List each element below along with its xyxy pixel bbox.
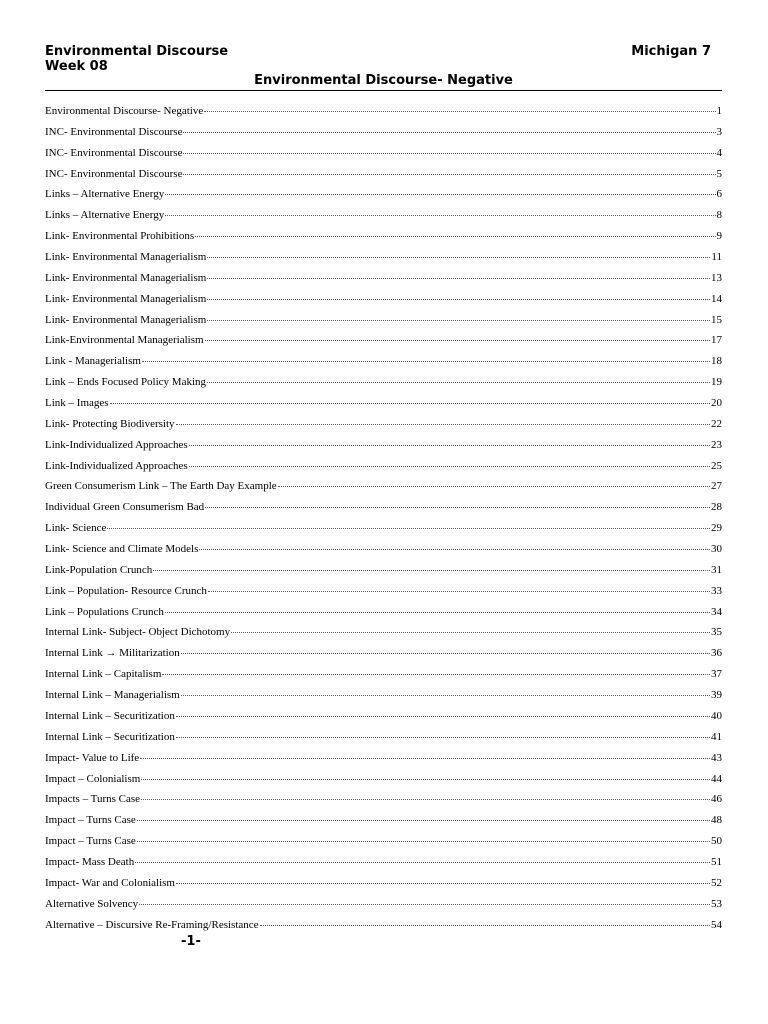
toc-entry-title: Link- Protecting Biodiversity (45, 417, 175, 430)
toc-entry-page-number: 53 (711, 897, 722, 910)
toc-entry-page-number: 44 (711, 772, 722, 785)
toc-entry-title: Impacts – Turns Case (45, 793, 141, 806)
toc-entry-title: Links – Alternative Energy (45, 209, 165, 222)
toc-entry-title: Internal Link – Securitization (45, 709, 175, 722)
toc-entry-title: Link- Science (45, 522, 107, 535)
header-week: Week 08 (45, 59, 108, 74)
toc-dot-leader (183, 152, 715, 154)
toc-entry-title: Link- Environmental Managerialism (45, 313, 207, 326)
toc-dot-leader (207, 298, 710, 300)
toc-entry[interactable] (45, 435, 722, 456)
toc-entry-title: Internal Link – Managerialism (45, 689, 180, 702)
toc-entry-title: Internal Link – Securitization (45, 730, 175, 743)
toc-entry[interactable] (45, 393, 722, 414)
toc-dot-leader (142, 360, 710, 362)
toc-entry-title: Link - Managerialism (45, 355, 141, 368)
toc-dot-leader (110, 402, 710, 404)
toc-dot-leader (195, 235, 715, 237)
toc-entry[interactable] (45, 622, 722, 643)
toc-entry[interactable] (45, 184, 722, 205)
toc-entry[interactable] (45, 789, 722, 810)
toc-entry-page-number: 50 (711, 835, 722, 848)
toc-dot-leader (207, 256, 710, 258)
toc-entry-page-number: 36 (711, 647, 722, 660)
toc-entry[interactable] (45, 372, 722, 393)
toc-dot-leader (231, 631, 710, 633)
toc-entry[interactable] (45, 560, 722, 581)
toc-entry[interactable] (45, 602, 722, 623)
toc-dot-leader (153, 569, 710, 571)
toc-entry-page-number: 25 (711, 459, 722, 472)
toc-dot-leader (181, 694, 710, 696)
toc-entry[interactable] (45, 518, 722, 539)
toc-entry-title: Internal Link- Subject- Object Dichotomy (45, 626, 231, 639)
toc-entry[interactable] (45, 769, 722, 790)
toc-dot-leader (139, 903, 710, 905)
toc-dot-leader (107, 527, 710, 529)
header-divider (45, 90, 722, 91)
toc-entry[interactable] (45, 852, 722, 873)
header-left (45, 44, 711, 74)
toc-entry-title: Link- Environmental Prohibitions (45, 230, 195, 243)
toc-entry-page-number: 43 (711, 751, 722, 764)
toc-entry-title: Link-Environmental Managerialism (45, 334, 204, 347)
toc-entry-title: Impact- Mass Death (45, 855, 135, 868)
toc-entry-page-number: 15 (711, 313, 722, 326)
toc-entry[interactable] (45, 205, 722, 226)
toc-entry-page-number: 40 (711, 709, 722, 722)
toc-entry-title: Link- Environmental Managerialism (45, 271, 207, 284)
toc-dot-leader (176, 423, 710, 425)
toc-entry-page-number: 14 (711, 292, 722, 305)
toc-entry-title: INC- Environmental Discourse (45, 167, 183, 180)
toc-entry-title: Individual Green Consumerism Bad (45, 501, 205, 514)
toc-entry[interactable] (45, 810, 722, 831)
toc-entry[interactable] (45, 664, 722, 685)
toc-entry-page-number: 4 (716, 146, 722, 159)
toc-entry-page-number: 5 (716, 167, 722, 180)
toc-dot-leader (205, 339, 710, 341)
toc-entry-page-number: 20 (711, 397, 722, 410)
toc-entry-title: Alternative Solvency (45, 897, 139, 910)
toc-dot-leader (176, 736, 710, 738)
toc-dot-leader (176, 882, 710, 884)
toc-entry-page-number: 54 (711, 918, 722, 931)
toc-entry-page-number: 39 (711, 689, 722, 702)
toc-entry[interactable] (45, 581, 722, 602)
toc-entry-title: Link – Population- Resource Crunch (45, 584, 207, 597)
toc-entry-title: Impact- Value to Life (45, 751, 140, 764)
toc-dot-leader (137, 840, 710, 842)
table-of-contents (45, 101, 722, 935)
header-team: Michigan 7 (631, 44, 711, 59)
toc-entry-page-number: 8 (716, 209, 722, 222)
toc-entry-page-number: 48 (711, 814, 722, 827)
toc-entry[interactable] (45, 164, 722, 185)
toc-entry[interactable] (45, 873, 722, 894)
toc-entry-title: Link – Populations Crunch (45, 605, 164, 618)
toc-dot-leader (189, 444, 710, 446)
toc-dot-leader (165, 193, 715, 195)
toc-entry[interactable] (45, 310, 722, 331)
toc-entry[interactable] (45, 101, 722, 122)
toc-entry-title: Link- Science and Climate Models (45, 543, 199, 556)
toc-entry-title: INC- Environmental Discourse (45, 125, 183, 138)
toc-dot-leader (205, 506, 710, 508)
toc-entry-page-number: 27 (711, 480, 722, 493)
toc-entry-page-number: 31 (711, 563, 722, 576)
toc-entry-page-number: 52 (711, 876, 722, 889)
toc-entry-title: Environmental Discourse- Negative (45, 105, 204, 117)
toc-dot-leader (135, 861, 710, 863)
toc-entry[interactable] (45, 497, 722, 518)
toc-dot-leader (137, 819, 710, 821)
toc-entry-page-number: 3 (716, 125, 722, 138)
footer-page-number: -1- (181, 934, 201, 949)
toc-entry[interactable] (45, 143, 722, 164)
toc-entry-page-number: 29 (711, 522, 722, 535)
toc-entry-page-number: 51 (711, 855, 722, 868)
toc-dot-leader (207, 381, 710, 383)
toc-dot-leader (278, 485, 710, 487)
toc-entry-page-number: 18 (711, 355, 722, 368)
toc-dot-leader (141, 778, 710, 780)
toc-entry-title: INC- Environmental Discourse (45, 146, 183, 159)
toc-entry-title: Link-Population Crunch (45, 563, 153, 576)
toc-entry-title: Link- Environmental Managerialism (45, 251, 207, 264)
toc-entry-title: Link-Individualized Approaches (45, 459, 188, 472)
toc-entry-title: Internal Link – Capitalism (45, 668, 162, 681)
toc-entry[interactable] (45, 915, 722, 936)
toc-dot-leader (183, 131, 715, 133)
toc-dot-leader (165, 611, 710, 613)
toc-entry[interactable] (45, 351, 722, 372)
toc-entry-page-number: 23 (711, 438, 722, 451)
toc-dot-leader (199, 548, 710, 550)
toc-dot-leader (162, 673, 710, 675)
toc-entry-page-number: 6 (716, 188, 722, 201)
header-course-title: Environmental Discourse (45, 44, 229, 59)
toc-entry-page-number: 30 (711, 543, 722, 556)
toc-dot-leader (165, 214, 715, 216)
toc-entry-page-number: 34 (711, 605, 722, 618)
toc-entry-page-number: 11 (711, 251, 722, 264)
toc-dot-leader (189, 465, 710, 467)
toc-entry-title: Internal Link → Militarization (45, 647, 180, 660)
toc-entry-title: Link-Individualized Approaches (45, 438, 188, 451)
toc-entry[interactable] (45, 226, 722, 247)
toc-entry[interactable] (45, 748, 722, 769)
toc-entry[interactable] (45, 456, 722, 477)
toc-entry-page-number: 41 (711, 730, 722, 743)
toc-entry-page-number: 22 (711, 417, 722, 430)
page-title: Environmental Discourse- Negative (254, 73, 513, 88)
toc-dot-leader (183, 173, 715, 175)
toc-entry-page-number: 37 (711, 668, 722, 681)
toc-entry-title: Link – Images (45, 397, 109, 410)
toc-entry[interactable] (45, 643, 722, 664)
toc-entry[interactable] (45, 476, 722, 497)
toc-entry-title: Impact- War and Colonialism (45, 876, 175, 889)
toc-entry-page-number: 9 (716, 230, 722, 243)
toc-entry[interactable] (45, 122, 722, 143)
toc-entry-page-number: 17 (711, 334, 722, 347)
toc-entry-page-number: 35 (711, 626, 722, 639)
toc-entry[interactable] (45, 706, 722, 727)
toc-dot-leader (140, 757, 710, 759)
toc-entry-title: Impact – Colonialism (45, 772, 141, 785)
toc-entry[interactable] (45, 247, 722, 268)
toc-entry-page-number: 1 (716, 105, 722, 117)
toc-entry[interactable] (45, 894, 722, 915)
toc-entry-title: Impact – Turns Case (45, 835, 136, 848)
toc-dot-leader (207, 319, 710, 321)
toc-entry[interactable] (45, 685, 722, 706)
toc-entry[interactable] (45, 330, 722, 351)
toc-entry-title: Impact – Turns Case (45, 814, 136, 827)
toc-dot-leader (260, 924, 710, 926)
toc-entry-page-number: 28 (711, 501, 722, 514)
toc-entry-page-number: 33 (711, 584, 722, 597)
toc-dot-leader (207, 277, 710, 279)
toc-dot-leader (176, 715, 710, 717)
toc-entry-title: Alternative – Discursive Re-Framing/Resistance (45, 918, 259, 931)
toc-entry-title: Links – Alternative Energy (45, 188, 165, 201)
toc-entry[interactable] (45, 539, 722, 560)
toc-entry-title: Link- Environmental Managerialism (45, 292, 207, 305)
toc-entry[interactable] (45, 831, 722, 852)
toc-entry-title: Link – Ends Focused Policy Making (45, 376, 207, 389)
toc-dot-leader (181, 652, 710, 654)
toc-entry-page-number: 46 (711, 793, 722, 806)
toc-entry-page-number: 19 (711, 376, 722, 389)
toc-entry-page-number: 13 (711, 271, 722, 284)
toc-dot-leader (204, 110, 715, 112)
toc-dot-leader (141, 798, 710, 800)
toc-dot-leader (208, 590, 710, 592)
toc-entry[interactable] (45, 289, 722, 310)
toc-entry-title: Green Consumerism Link – The Earth Day Example (45, 480, 277, 493)
toc-entry[interactable] (45, 727, 722, 748)
toc-entry[interactable] (45, 268, 722, 289)
toc-entry[interactable] (45, 414, 722, 435)
